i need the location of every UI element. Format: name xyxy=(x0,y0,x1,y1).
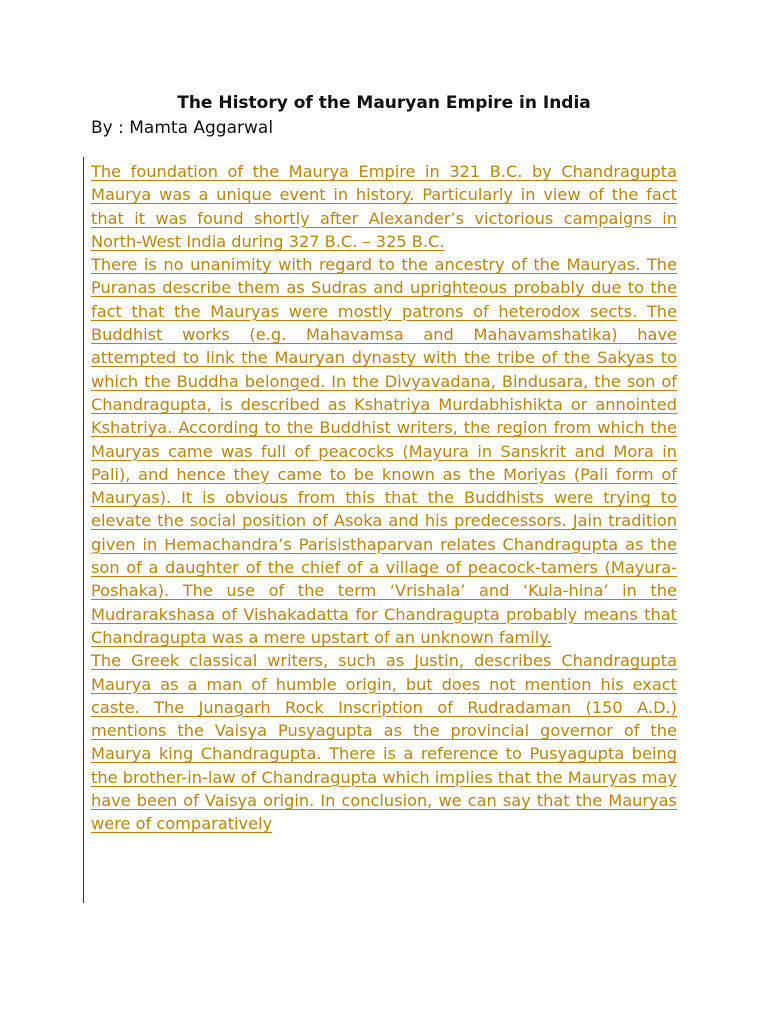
revision-change-bar xyxy=(83,157,84,903)
paragraph-2 xyxy=(91,253,677,649)
document-body xyxy=(91,160,677,836)
paragraph-1 xyxy=(91,160,677,253)
document-title: The History of the Mauryan Empire in India xyxy=(177,93,591,113)
document-author: By : Mamta Aggarwal xyxy=(91,118,274,138)
paragraph-2-sentence-2: According to the Buddhist writers, the region from which the Mauryas came was full of peacocks (Mayura in Sanskrit and Mora in Pali), and hence they came to be known as the Moriyas (Pali form of Mauryas). It is obvious from this that the Buddhists were trying to elevate the social position of Asoka and his predecessors. xyxy=(91,418,677,531)
paragraph-2-sentence-3: Jain tradition given in Hemachandra’s Parisisthaparvan relates Chandragupta as the son of a daughter of the chief of a village of peacock-tamers (Mayura-Poshaka). The use of the term ‘Vrishala’ and ‘Kula-hina’ in the Mudrarakshasa of Vishakadatta for Chandragupta probably means that Chandragupta was a mere upstart of an unknown family. xyxy=(91,511,677,647)
paragraph-3-sentence-1: The Greek classical writers, such as Justin, describes Chandragupta Maurya as a man of humble origin, but does not mention his exact caste. The Junagarh Rock Inscription of Rudradaman (150 A.D.) mentions the Vaisya Pusyagupta as the provincial governor of the Maurya king Chandragupta. There is a reference to Pusyagupta being the brother-in-law of Chandragupta which implies that the Mauryas may have been of Vaisya origin. xyxy=(91,651,677,811)
paragraph-1-sentence-1: The foundation of the Maurya Empire in 321 B.C. by Chandragupta Maurya was a unique event in history. Particularly in view of the fact that it was found shortly after Alexander’s victorious campaigns in North-West India during 327 B.C. – 325 B.C. xyxy=(91,162,677,251)
paragraph-2-sentence-1: There is no unanimity with regard to the ancestry of the Mauryas. The Puranas describe them as Sudras and uprighteous probably due to the fact that the Mauryas were mostly patrons of heterodox sects. The Buddhist works (e.g. Mahavamsa and Mahavamshatika) have attempted to link the Mauryan dynasty with the tribe of the Sakyas to which the Buddha belonged. In the Divyavadana, Bindusara, the son of Chandragupta, is described as Kshatriya Murdabhishikta or annointed Kshatriya. xyxy=(91,255,677,438)
paragraph-3 xyxy=(91,649,677,835)
paragraph-3-sentence-2: In conclusion, we can say that the Mauryas were of comparatively xyxy=(91,791,677,834)
